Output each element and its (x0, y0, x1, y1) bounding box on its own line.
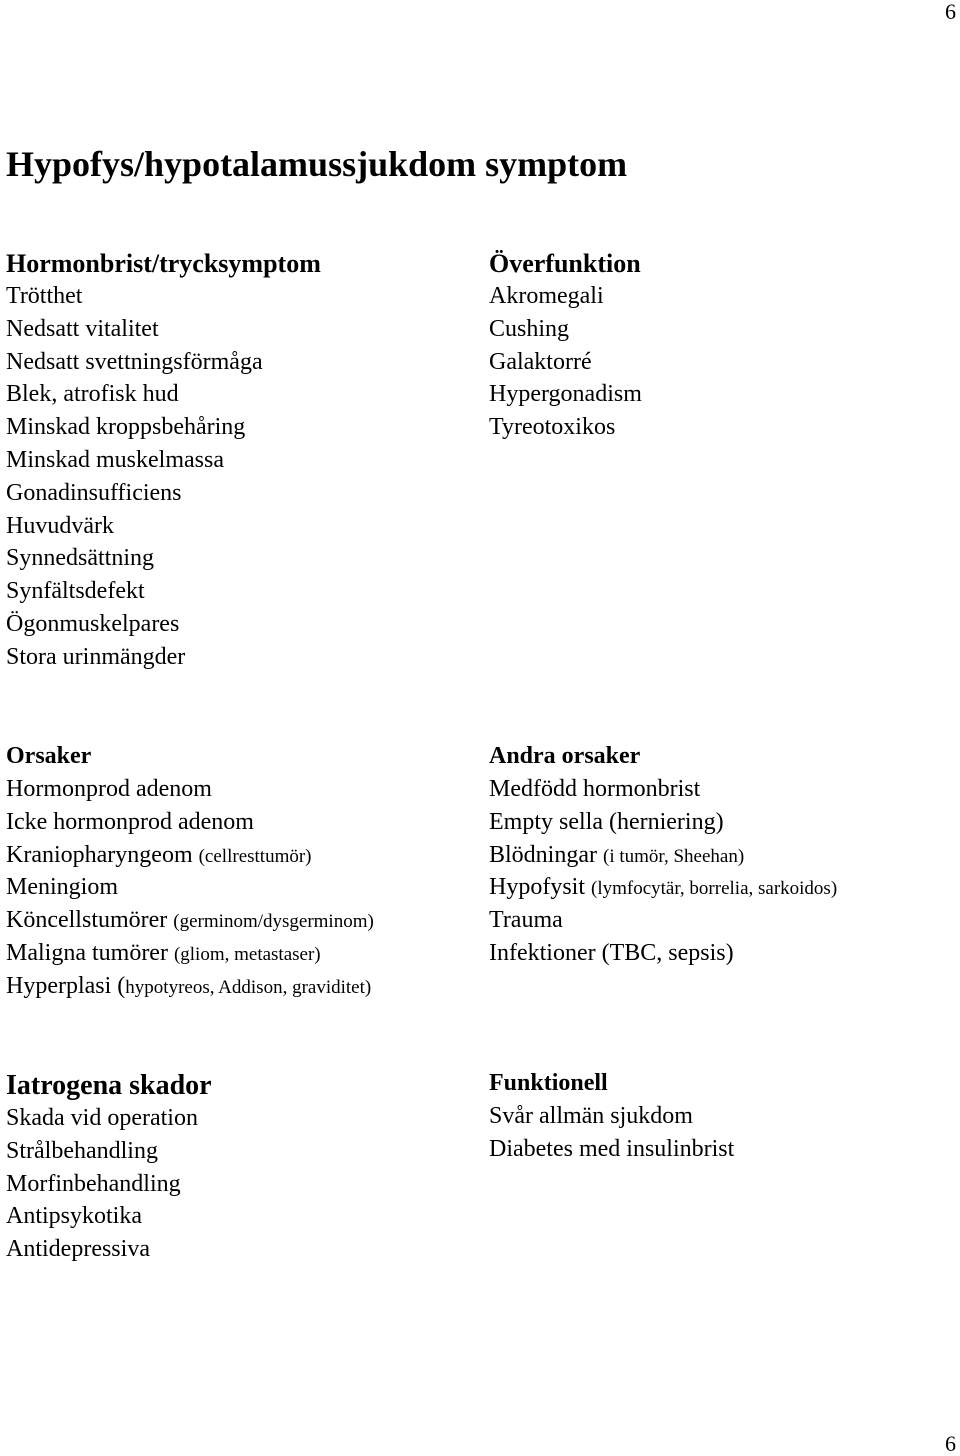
list-item-text: Empty sella (herniering) (489, 808, 724, 835)
list-item-note: (gliom, metastaser) (173, 943, 321, 965)
list-item (489, 806, 959, 839)
list-item-text: Nedsatt svettningsförmåga (6, 348, 263, 375)
list-item (6, 378, 476, 411)
list-item-text: Synnedsättning (6, 545, 154, 572)
list-item (6, 313, 476, 346)
list-item (489, 378, 959, 411)
list-item (6, 477, 476, 510)
list-item (6, 542, 476, 575)
section-orsaker (6, 740, 476, 1003)
list-item (489, 280, 959, 313)
list-item-text: Minskad muskelmassa (6, 446, 224, 473)
section-heading-orsaker: Orsaker (6, 743, 92, 769)
list-item-text: Köncellstumörer (6, 907, 174, 934)
section-heading-andra-orsaker: Andra orsaker (489, 743, 641, 769)
list-item (6, 871, 476, 904)
list-item-text: Morfinbehandling (6, 1170, 181, 1197)
list-item (489, 871, 959, 904)
list-item-note: (lymfocytär, borrelia, sarkoidos) (591, 878, 838, 900)
list-item-text: Antidepressiva (6, 1236, 150, 1263)
list-item-text: Strålbehandling (6, 1137, 158, 1164)
list-item (489, 839, 959, 872)
list-item (6, 773, 476, 806)
section-heading-overfunktion: Överfunktion (489, 249, 641, 278)
list-item-text: Hypofysit (489, 874, 591, 901)
list-item-text: Trauma (489, 907, 563, 934)
list-item (489, 1100, 959, 1133)
list-item-text: Hormonprod adenom (6, 776, 212, 802)
page-number-top: 6 (945, 0, 956, 24)
list-item-text: Antipsykotika (6, 1203, 142, 1230)
list-item-text: Svår allmän sjukdom (489, 1103, 693, 1129)
list-item-text: Nedsatt vitalitet (6, 315, 159, 342)
list-item-text: Gonadinsufficiens (6, 479, 182, 506)
list-item (6, 1135, 476, 1168)
list-item (489, 937, 959, 970)
page-title: Hypofys/hypotalamussjukdom symptom (6, 144, 628, 184)
list-item-text: Synfältsdefekt (6, 578, 145, 605)
list-item (6, 970, 476, 1003)
section-heading-funktionell: Funktionell (489, 1070, 608, 1096)
list-item (489, 313, 959, 346)
list-item (6, 1168, 476, 1201)
list-item (489, 1133, 959, 1166)
list-item-text: Icke hormonprod adenom (6, 808, 254, 835)
list-item-text: Diabetes med insulinbrist (489, 1135, 735, 1162)
list-item-text: Stora urinmängder (6, 643, 186, 670)
list-item (6, 839, 476, 872)
list-item (6, 806, 476, 839)
list-item-text: Kraniopharyngeom (6, 841, 199, 868)
list-item-text: Medfödd hormonbrist (489, 776, 701, 802)
list-item-note: (cellresttumör) (198, 845, 312, 867)
list-item-text: Tyreotoxikos (489, 414, 616, 441)
section-andra-orsaker (489, 740, 959, 970)
list-item (6, 346, 476, 379)
section-hormonbrist (6, 247, 476, 674)
list-item-note: hypotyreos, Addison, graviditet) (125, 976, 372, 998)
page-number-bottom: 6 (945, 1431, 956, 1456)
section-heading-hormonbrist: Hormonbrist/trycksymptom (6, 249, 321, 278)
list-item-text: Infektioner (TBC, sepsis) (489, 939, 734, 966)
list-item-text: Minskad kroppsbehåring (6, 414, 246, 441)
list-item-note: (i tumör, Sheehan) (603, 845, 745, 867)
section-funktionell (489, 1067, 959, 1166)
list-item-text: Meningiom (6, 874, 118, 901)
list-item-text: Galaktorré (489, 348, 592, 375)
list-item-text: Trötthet (6, 283, 83, 309)
list-item-text: Akromegali (489, 283, 604, 309)
list-item (489, 904, 959, 937)
list-item (6, 280, 476, 313)
list-item-text: Blödningar (489, 841, 603, 868)
list-item-text: Maligna tumörer (6, 939, 174, 966)
list-item (489, 346, 959, 379)
section-heading-iatrogena-skador: Iatrogena skador (6, 1070, 212, 1101)
list-item-text: Huvudvärk (6, 512, 114, 539)
list-item (6, 1233, 476, 1266)
list-item (6, 411, 476, 444)
list-item (6, 1200, 476, 1233)
list-item-text: Cushing (489, 315, 570, 342)
section-iatrogena-skador (6, 1069, 476, 1266)
list-item-text: Hyperplasi ( (6, 972, 126, 999)
list-item (6, 1102, 476, 1135)
list-item (6, 608, 476, 641)
list-item (6, 904, 476, 937)
list-item (6, 937, 476, 970)
list-item-text: Skada vid operation (6, 1105, 198, 1131)
list-item (489, 411, 959, 444)
list-item-text: Blek, atrofisk hud (6, 381, 179, 408)
list-item-text: Hypergonadism (489, 381, 642, 408)
list-item (6, 641, 476, 674)
list-item-note: (germinom/dysgerminom) (173, 911, 374, 933)
list-item (6, 575, 476, 608)
list-item-text: Ögonmuskelpares (6, 610, 180, 637)
section-overfunktion (489, 247, 959, 444)
list-item (489, 773, 959, 806)
list-item (6, 444, 476, 477)
list-item (6, 510, 476, 543)
